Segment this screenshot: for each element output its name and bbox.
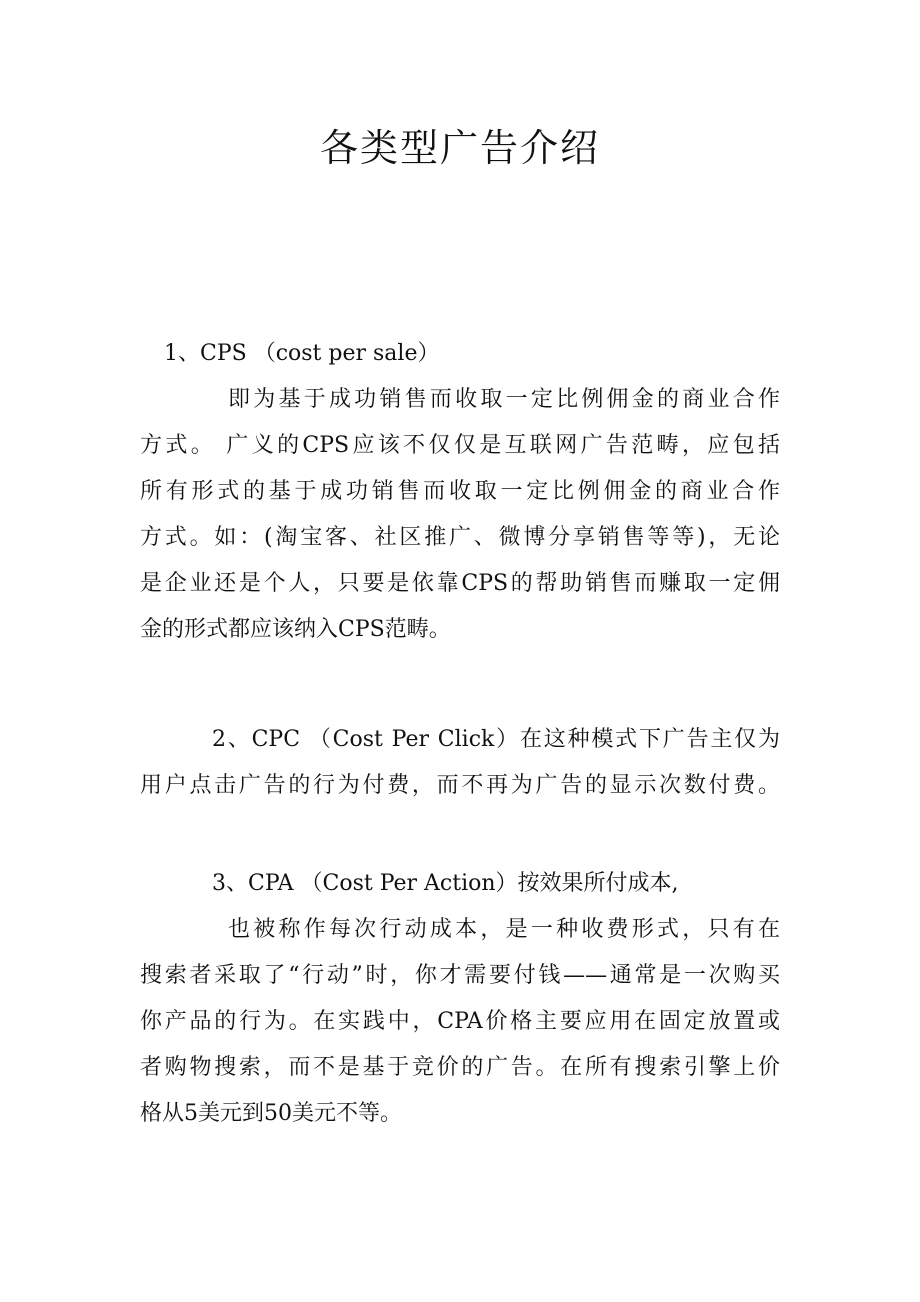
paragraph-line: 你产品的行为。在实践中，CPA价格主要应用在固定放置或: [140, 1009, 780, 1034]
paragraph-line: 金的形式都应该纳入CPS范畴。: [140, 617, 451, 642]
paragraph-line: 即为基于成功销售而收取一定比例佣金的商业合作: [228, 387, 780, 412]
section-heading: 1、CPS （cost per sale）: [164, 341, 440, 366]
section-cps: [140, 331, 780, 653]
paragraph-line: 搜索者采取了“行动”时，你才需要付钱——通常是一次购买: [140, 963, 780, 988]
section-heading: 3、CPA （Cost Per Action）按效果所付成本,: [212, 871, 679, 896]
paragraph-line: 所有形式的基于成功销售而收取一定比例佣金的商业合作: [140, 479, 780, 504]
paragraph-line: 是企业还是个人，只要是依靠CPS的帮助销售而赚取一定佣: [140, 571, 780, 596]
paragraph-line: 用户点击广告的行为付费，而不再为广告的显示次数付费。: [140, 773, 780, 798]
section-cpa: [140, 861, 780, 1137]
paragraph-line: 方式。如：(淘宝客、社区推广、微博分享销售等等)，无论: [140, 525, 780, 550]
paragraph-line: 也被称作每次行动成本，是一种收费形式，只有在: [228, 917, 780, 942]
paragraph-line: 2、CPC （Cost Per Click）在这种模式下广告主仅为: [212, 727, 780, 752]
paragraph-line: 格从5美元到50美元不等。: [140, 1101, 402, 1126]
section-cpc: [140, 717, 780, 809]
document-title: 各类型广告介绍: [319, 126, 600, 170]
paragraph-line: 方式。 广义的CPS应该不仅仅是互联网广告范畴，应包括: [140, 433, 780, 458]
paragraph-line: 者购物搜索，而不是基于竞价的广告。在所有搜索引擎上价: [140, 1055, 780, 1080]
